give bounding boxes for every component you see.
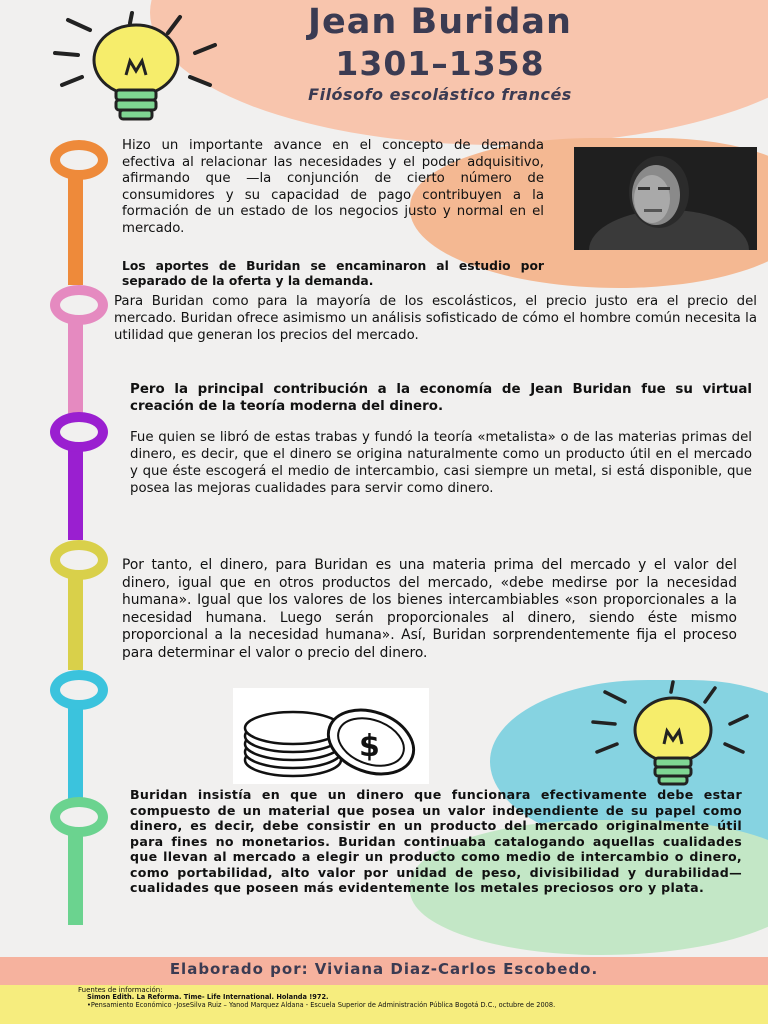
sources-title: Fuentes de información:: [78, 986, 163, 994]
timeline-segment: [68, 315, 83, 415]
timeline-segment: [68, 825, 83, 925]
coins-image: [233, 688, 429, 784]
svg-text:$: $: [359, 729, 380, 764]
portrait-photo: [574, 147, 757, 250]
source-item: Simon Edith. La Reforma. Time- Life International. Holanda !972.: [87, 993, 329, 1001]
timeline-segment: [68, 165, 83, 285]
lightbulb-icon: [585, 680, 765, 795]
page-title: Jean Buridan: [308, 2, 572, 42]
lightbulb-icon: [40, 5, 240, 125]
timeline-marker: [50, 412, 108, 452]
source-item: •Pensamiento Económico -JoseSilva Ruiz – Yanod Marquez Aldana - Escuela Superior de Administración Pública Bogotá D.C., octubre de 2008.: [87, 1001, 556, 1009]
paragraph-just-price: Para Buridan como para la mayoría de los escolásticos, el precio justo era el precio del mercado. Buridan ofrece asimismo un análisis sofisticado de cómo el hombre común necesita la utilidad que generan los precios del mercado.: [114, 294, 757, 343]
timeline-marker: [50, 540, 108, 580]
page-subtitle: Filósofo escolástico francés: [308, 85, 572, 104]
footer-credit: Elaborado por: Viviana Diaz-Carlos Escobedo.: [169, 960, 599, 978]
paragraph-metalist-theory: Fue quien se libró de estas trabas y fundó la teoría «metalista» o de las materias primas del dinero, es decir, que el dinero se origina naturalmente como un producto útil en el mercado y que éste escogerá el medio de intercambio, casi siempre un metal, si está disponible, que posea las mejoras cualidades para servir como dinero.: [130, 430, 752, 496]
timeline-marker: [50, 140, 108, 180]
paragraph-supply-demand: Los aportes de Buridan se encaminaron al estudio por separado de la oferta y la demanda.: [122, 259, 544, 288]
paragraph-main-contribution: Pero la principal contribución a la economía de Jean Buridan fue su virtual creación de la teoría moderna del dinero.: [130, 382, 752, 414]
timeline-segment: [68, 570, 83, 670]
timeline-marker: [50, 797, 108, 837]
paragraph-demand: Hizo un importante avance en el concepto de demanda efectiva al relacionar las necesidades y el poder adquisitivo, afirmando que —la conjunción de cierto número de consumidores y su capacidad de pago contribuyen a la formación de un estado de los negocios justo y normal en el mercado.: [122, 138, 544, 236]
paragraph-money-material: Buridan insistía en que un dinero que funcionara efectivamente debe estar compuesto de un material que posea un valor independiente de su papel como dinero, es decir, debe consistir en un producto del mercado originalmente útil para fines no monetarios. Buridan continuaba catalogando aquellas cualidades que llevan al mercado a elegir un producto como medio de intercambio o dinero, como portabilidad, alto valor por unidad de peso, divisibilidad y durabilidad—cualidades que poseen más evidentemente los metales preciosos oro y plata.: [130, 787, 742, 895]
timeline-marker: [50, 285, 108, 325]
coins-dollar-icon: [233, 688, 429, 784]
timeline-segment: [68, 440, 83, 540]
paragraph-money-value: Por tanto, el dinero, para Buridan es una materia prima del mercado y el valor del dinero, igual que en otros productos del mercado, «debe medirse por la necesidad humana». Igual que los valores de los bienes intercambiables «son proporcionales a la necesidad humana. Luego serán proporcionales al dinero, siendo éste mismo proporcional a la necesidad humana». Así, Buridan sorprendentemente fija el proceso para determinar el valor o precio del dinero.: [122, 557, 737, 661]
timeline-segment: [68, 700, 83, 800]
timeline-marker: [50, 670, 108, 710]
page-dates: 1301–1358: [335, 44, 545, 83]
